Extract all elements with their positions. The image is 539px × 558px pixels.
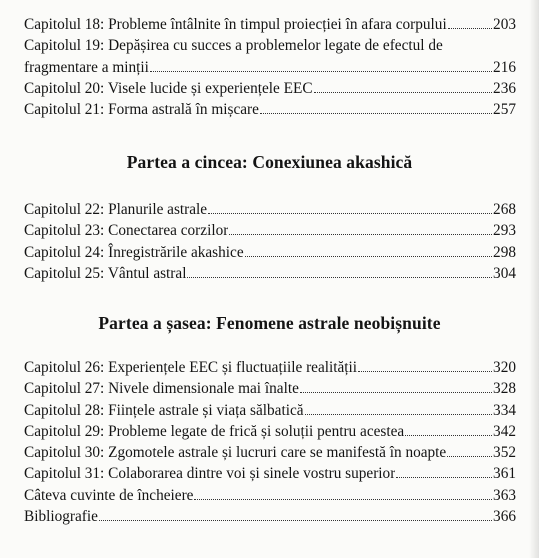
dot-leader <box>229 233 492 235</box>
toc-entry-title: Câteva cuvinte de încheiere <box>24 486 194 504</box>
toc-entry <box>24 463 516 484</box>
part-heading: Partea a șasea: Fenomene astrale neobișnuite <box>98 313 441 333</box>
toc-entry <box>24 220 516 241</box>
toc-entry-page: 342 <box>493 422 516 440</box>
toc-entry-title: Capitolul 23: Conectarea corzilor <box>24 222 229 240</box>
toc-entry <box>24 57 516 78</box>
toc-entry <box>24 442 516 463</box>
toc-entry-page: 334 <box>493 401 516 419</box>
dot-leader <box>300 391 492 393</box>
dot-leader <box>194 498 492 500</box>
toc-entry-page: 328 <box>493 380 516 398</box>
toc-entry-title: Capitolul 18: Probleme întâlnite în timpul proiecției în afara corpului <box>24 16 447 33</box>
dot-leader <box>405 434 492 436</box>
dot-leader <box>260 112 492 114</box>
dot-leader <box>448 27 492 29</box>
toc-entry-title-line: Capitolul 19: Depășirea cu succes a problemelor legate de efectul de <box>24 37 443 55</box>
toc-entry-page: 361 <box>493 465 516 483</box>
dot-leader <box>208 212 492 214</box>
toc-entry <box>24 357 516 378</box>
toc-entry-title: Capitolul 26: Experiențele EEC și fluctuațiile realității <box>24 359 358 376</box>
toc-entry-title: Capitolul 30: Zgomotele astrale și lucruri care se manifestă în noapte <box>24 444 447 462</box>
toc-entry <box>24 378 516 399</box>
dot-leader <box>358 370 492 372</box>
toc-entry-title: Capitolul 24: Înregistrările akashice <box>24 243 244 261</box>
toc-entry-page: 352 <box>493 444 516 462</box>
toc-entry <box>24 14 516 35</box>
toc-entry-title: Capitolul 22: Planurile astrale <box>24 201 208 218</box>
toc-entry-title: Capitolul 28: Ființele astrale și viața sălbatică <box>24 401 304 419</box>
toc-entry <box>24 263 516 284</box>
toc-entry-page: 203 <box>493 16 516 33</box>
dot-leader <box>305 413 493 415</box>
toc-section-part6 <box>24 357 516 527</box>
toc-entry-page: 363 <box>493 486 516 504</box>
toc-entry-page: 216 <box>493 58 516 76</box>
part-heading: Partea a cincea: Conexiunea akashică <box>126 152 413 172</box>
toc-entry-title: Capitolul 29: Probleme legate de frică și soluții pentru acestea <box>24 422 405 440</box>
toc-entry-page: 268 <box>493 201 516 218</box>
toc-entry <box>24 421 516 442</box>
dot-leader <box>447 455 492 457</box>
dot-leader <box>99 519 492 521</box>
toc-entry-title-line: fragmentare a minții <box>24 58 149 76</box>
dot-leader <box>187 276 492 278</box>
toc-entry-title: Capitolul 21: Forma astrală în mișcare <box>24 101 259 119</box>
toc-entry-title: Capitolul 25: Vântul astral <box>24 264 187 282</box>
toc-entry <box>24 78 516 99</box>
toc-entry <box>24 400 516 421</box>
toc-entry-page: 320 <box>493 359 516 376</box>
toc-entry-title: Capitolul 20: Visele lucide și experiențele EEC <box>24 79 313 97</box>
toc-entry-page: 304 <box>493 264 516 282</box>
page-edge-shadow <box>529 0 539 558</box>
toc-entry-page: 236 <box>493 79 516 97</box>
toc-entry-title: Capitolul 27: Nivele dimensionale mai înalte <box>24 380 299 398</box>
toc-section-part4-tail <box>24 14 516 120</box>
dot-leader <box>314 91 493 93</box>
toc-entry <box>24 506 516 527</box>
toc-entry <box>24 242 516 263</box>
toc-entry <box>24 485 516 506</box>
toc-entry-page: 257 <box>493 101 516 119</box>
dot-leader <box>396 476 492 478</box>
toc-entry-title: Bibliografie <box>24 508 98 526</box>
toc-entry-page: 298 <box>493 243 516 261</box>
toc-entry-page: 366 <box>493 508 516 526</box>
toc-entry <box>24 99 516 120</box>
toc-section-part5 <box>24 199 516 284</box>
dot-leader <box>245 255 492 257</box>
toc-entry-page: 293 <box>493 222 516 240</box>
toc-entry-title: Capitolul 31: Colaborarea dintre voi și sinele vostru superior <box>24 465 396 483</box>
dot-leader <box>150 70 492 72</box>
toc-entry <box>24 199 516 220</box>
